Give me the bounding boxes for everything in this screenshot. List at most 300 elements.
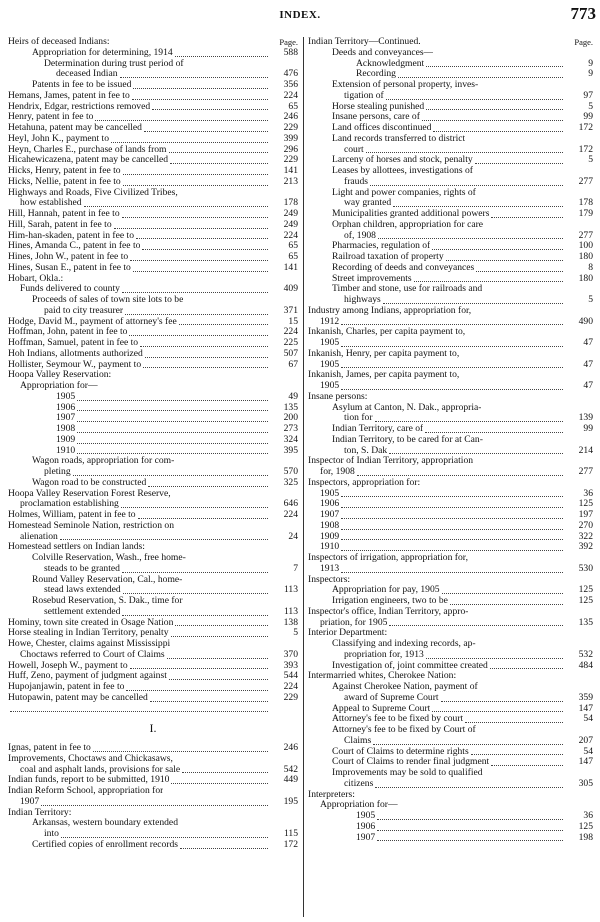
entry-text: Hicks, Nellie, patent in fee to — [8, 176, 121, 187]
entry-text: 1913 — [320, 563, 340, 574]
dot-leader — [446, 260, 563, 261]
entry-text: steads to be granted — [44, 563, 120, 574]
index-entry — [8, 542, 298, 553]
index-entry — [308, 704, 593, 715]
index-entry — [308, 747, 593, 758]
dot-leader — [475, 163, 563, 164]
index-entry — [8, 381, 298, 392]
index-entry — [308, 220, 593, 231]
index-entry — [308, 510, 593, 521]
dot-leader — [491, 765, 563, 766]
entry-page: 409 — [283, 283, 298, 295]
entry-text: 1908 — [56, 424, 76, 434]
entry-text: Colville Reservation, Wash., free home- — [32, 553, 186, 563]
entry-text: Hoffman, Samuel, patent in fee to — [8, 338, 139, 348]
entry-text: 1910 — [56, 445, 76, 456]
entry-text: Patents in fee to be issued — [32, 80, 132, 90]
dot-leader — [171, 636, 268, 637]
entry-text: Deeds and conveyances— — [332, 47, 434, 58]
entry-page: 115 — [283, 828, 298, 839]
entry-page: 125 — [578, 584, 593, 596]
entry-text: alienation — [20, 531, 58, 542]
entry-text: Inspector's office, Indian Territory, appro- — [308, 606, 469, 617]
entry-text: Intermarried whites, Cherokee Nation: — [308, 671, 457, 682]
entry-text: Improvements, Choctaws and Chickasaws, — [8, 753, 173, 764]
entry-text: Homestead settlers on Indian lands: — [8, 542, 145, 553]
entry-text: Extension of personal property, inves- — [332, 80, 479, 90]
entry-text: Rosebud Reservation, S. Dak., time for — [32, 596, 183, 606]
dot-leader — [140, 346, 268, 347]
entry-page: 100 — [578, 240, 593, 252]
index-entry — [308, 231, 593, 242]
entry-page: 138 — [283, 616, 298, 628]
index-entry — [308, 123, 593, 134]
entry-page: 24 — [288, 530, 298, 542]
index-entry — [308, 757, 593, 768]
entry-text: 1912 — [320, 316, 340, 327]
entry-text: Indian Reform School, appropriation for — [8, 786, 164, 796]
index-entry — [308, 542, 593, 553]
dot-leader — [73, 475, 268, 476]
entry-text: Inspector of Indian Territory, appropriation — [308, 456, 474, 467]
index-entry — [8, 392, 298, 403]
index-entry — [8, 639, 298, 650]
entry-text: 1905 — [320, 359, 340, 370]
index-entry — [8, 478, 298, 489]
index-entry — [308, 188, 593, 199]
entry-page: 249 — [283, 218, 298, 230]
entry-page: 113 — [283, 584, 298, 596]
entry-page: 135 — [283, 401, 298, 413]
entry-text: Recording — [356, 69, 396, 80]
index-entry — [308, 435, 593, 446]
entry-text: Wagon road to be constructed — [32, 477, 147, 488]
entry-text: Investigation of, joint committee created — [332, 660, 488, 671]
entry-text: I. — [149, 723, 157, 734]
entry-page: 180 — [578, 251, 593, 262]
entry-page: 249 — [283, 208, 298, 219]
entry-page: 197 — [578, 509, 593, 520]
index-entry — [8, 532, 298, 543]
entry-text: Heirs of deceased Indians: — [8, 37, 110, 47]
entry-page: 371 — [283, 304, 298, 316]
entry-text: Him-han-skaden, patent in fee to — [8, 230, 135, 241]
entry-page: 392 — [578, 541, 593, 553]
entry-text: Appropriation for— — [20, 381, 98, 391]
entry-page: 172 — [578, 122, 593, 133]
entry-text: Industry among Indians, appropriation for, — [308, 305, 472, 316]
dot-leader — [77, 400, 268, 401]
entry-text: Hobart, Okla.: — [8, 273, 64, 284]
index-entry — [308, 155, 593, 166]
index-entry — [8, 252, 298, 263]
entry-text: Hollister, Seymour W., payment to — [8, 359, 142, 370]
entry-page: 99 — [583, 111, 593, 123]
entry-text: way granted — [344, 198, 392, 209]
entry-page: 277 — [578, 229, 593, 241]
entry-text: propriation for, 1913 — [344, 649, 424, 660]
index-entry — [308, 37, 593, 48]
entry-text: citizens — [344, 778, 374, 789]
entry-text: tigation of — [344, 90, 384, 101]
dot-leader — [169, 152, 268, 153]
index-entry — [308, 134, 593, 145]
index-entry — [8, 91, 298, 102]
entry-page: 324 — [283, 433, 298, 445]
entry-page: 49 — [288, 390, 298, 402]
entry-text: ton, S. Dak — [344, 445, 388, 456]
index-entry — [308, 790, 593, 801]
entry-text: 1906 — [320, 499, 340, 510]
entry-text: Hendrix, Edgar, restrictions removed — [8, 101, 151, 112]
entry-page: 147 — [578, 756, 593, 768]
index-entry — [8, 413, 298, 424]
entry-text: Asylum at Canton, N. Dak., appropria- — [332, 402, 482, 413]
index-entry — [8, 198, 298, 209]
entry-page: 325 — [283, 476, 298, 488]
index-entry — [308, 349, 593, 360]
entry-page: 178 — [283, 197, 298, 209]
entry-page: 5 — [588, 154, 593, 166]
entry-page: 198 — [578, 831, 593, 843]
entry-page: 277 — [578, 466, 593, 477]
dot-leader — [432, 711, 563, 712]
entry-text: Indian Territory, care of — [332, 424, 424, 434]
dot-leader — [130, 260, 268, 261]
index-entry — [308, 360, 593, 371]
entry-page: 54 — [583, 713, 593, 725]
dot-leader — [341, 346, 563, 347]
dot-leader — [122, 615, 268, 616]
index-entry — [308, 59, 593, 70]
index-entry — [8, 284, 298, 295]
entry-text: Horse stealing punished — [332, 101, 425, 112]
entry-text: Heyl, John K., payment to — [8, 133, 109, 144]
index-entry — [308, 499, 593, 510]
entry-text: 1905 — [56, 391, 76, 402]
index-entry — [8, 628, 298, 639]
index-entry — [8, 596, 298, 607]
index-entry — [308, 91, 593, 102]
entry-text: Appropriation for— — [320, 800, 398, 811]
dot-leader — [491, 217, 563, 218]
entry-page: 646 — [283, 498, 298, 510]
index-entry — [8, 797, 298, 808]
dot-leader — [389, 625, 563, 626]
index-entry — [8, 360, 298, 371]
entry-text: Funds delivered to county — [20, 284, 120, 295]
dot-leader — [341, 324, 563, 325]
entry-text: Huff, Zeno, payment of judgment against — [8, 671, 167, 682]
index-entry — [308, 424, 593, 435]
entry-text: Hodge, David M., payment of attorney's fee — [8, 316, 177, 327]
entry-text: Howe, Chester, claims against Mississippi — [8, 639, 171, 649]
index-entry — [8, 69, 298, 80]
entry-page: 125 — [578, 595, 593, 606]
running-title: INDEX. — [279, 9, 321, 21]
entry-text: Proceeds of sales of town site lots to be — [32, 295, 184, 305]
index-entry — [308, 241, 593, 252]
entry-page: 9 — [588, 57, 593, 69]
page-number: 773 — [570, 4, 596, 23]
spacer — [8, 704, 298, 715]
entry-text: Round Valley Reservation, Cal., home- — [32, 574, 183, 585]
index-entry — [8, 564, 298, 575]
entry-text: Hoffman, John, patent in fee to — [8, 327, 128, 338]
index-entry — [308, 833, 593, 844]
entry-text: Claims — [344, 735, 372, 746]
entry-page: 530 — [578, 562, 593, 574]
index-entry — [308, 145, 593, 156]
entry-page: 9 — [588, 68, 593, 80]
dot-leader — [441, 701, 563, 702]
entry-page: 224 — [283, 509, 298, 520]
index-entry — [8, 155, 298, 166]
entry-text: Henry, patent in fee to — [8, 112, 94, 123]
index-entry — [8, 607, 298, 618]
entry-text: Indian Territory: — [8, 807, 72, 818]
entry-page: 476 — [283, 68, 298, 80]
index-entry — [308, 413, 593, 424]
index-entry — [308, 682, 593, 693]
index-entry — [8, 48, 298, 59]
entry-text: proclamation establishing — [20, 499, 119, 510]
dot-leader — [471, 754, 563, 755]
index-entry — [8, 585, 298, 596]
entry-page: 15 — [288, 315, 298, 327]
entry-text: coal and asphalt lands, provisions for sale — [20, 764, 181, 775]
entry-text: Light and power companies, rights of — [332, 187, 476, 198]
index-entry — [308, 446, 593, 457]
index-entry — [8, 671, 298, 682]
entry-text: Hemans, James, patent in fee to — [8, 90, 130, 101]
entry-text: Appropriation for determining, 1914 — [32, 47, 173, 58]
dot-leader — [125, 314, 268, 315]
dot-leader — [143, 367, 268, 368]
index-entry — [8, 818, 298, 829]
entry-text: Highways and Roads, Five Civilized Tribes, — [8, 187, 178, 198]
index-entry — [8, 829, 298, 840]
entry-text: Determination during trust period of — [44, 58, 184, 69]
index-entry — [8, 446, 298, 457]
entry-text: Arkansas, western boundary extended — [32, 818, 178, 829]
entry-page: 229 — [283, 691, 298, 703]
index-entry — [308, 607, 593, 618]
dot-leader — [61, 837, 268, 838]
dot-leader — [341, 367, 563, 368]
dot-leader — [465, 722, 563, 723]
entry-text: Hill, Hannah, patent in fee to — [8, 209, 120, 219]
dot-leader — [377, 819, 563, 820]
index-entry — [308, 693, 593, 704]
index-entry — [8, 456, 298, 467]
entry-text: Hoopa Valley Reservation Forest Reserve, — [8, 488, 171, 499]
index-entry — [308, 112, 593, 123]
index-entry — [8, 220, 298, 231]
entry-page: 395 — [283, 444, 298, 456]
entry-text: Holmes, William, patent in fee to — [8, 510, 136, 520]
dot-leader — [77, 443, 268, 444]
index-entry — [8, 112, 298, 123]
dot-leader — [136, 238, 268, 239]
entry-page: 544 — [283, 670, 298, 682]
entry-text: frauds — [344, 176, 368, 187]
entry-text: 1905 — [320, 338, 340, 348]
dot-leader — [426, 66, 563, 67]
index-entry — [8, 145, 298, 156]
entry-text: into — [44, 829, 59, 839]
dot-leader — [386, 99, 563, 100]
index-entry — [8, 489, 298, 500]
dot-leader — [77, 453, 268, 454]
index-entry — [308, 725, 593, 736]
index-entry — [8, 263, 298, 274]
entry-text: 1907 — [320, 510, 340, 520]
index-entry — [308, 521, 593, 532]
index-entry — [8, 177, 298, 188]
index-entry — [8, 241, 298, 252]
entry-page: 229 — [283, 122, 298, 133]
entry-page: 125 — [578, 820, 593, 832]
dot-leader — [422, 120, 563, 121]
index-entry — [8, 123, 298, 134]
entry-page: 570 — [283, 466, 298, 477]
entry-page: Page. — [574, 37, 593, 47]
entry-text: 1906 — [356, 821, 376, 832]
index-entry — [308, 317, 593, 328]
index-entry — [308, 338, 593, 349]
entry-text: 1905 — [320, 381, 340, 391]
index-entry — [8, 37, 298, 48]
dot-leader — [426, 658, 563, 659]
entry-page: 200 — [283, 412, 298, 424]
dot-leader — [398, 77, 563, 78]
dot-leader — [180, 848, 268, 849]
entry-text: Certified copies of enrollment records — [32, 839, 178, 850]
entry-text: 1908 — [320, 520, 340, 531]
index-entry — [308, 618, 593, 629]
entry-text: Hupojanjawin, patent in fee to — [8, 682, 125, 692]
entry-page: 67 — [288, 358, 298, 370]
entry-text: Acknowledgment — [356, 58, 425, 69]
index-column-left — [8, 37, 298, 851]
dot-leader — [171, 783, 268, 784]
entry-text: Attorney's fee to be fixed by court — [332, 714, 464, 725]
entry-text: paid to city treasurer — [44, 305, 124, 316]
entry-text: Interpreters: — [308, 789, 355, 800]
entry-text: Attorney's fee to be fixed by Court of — [332, 725, 476, 735]
dot-leader — [366, 152, 563, 153]
index-entry — [8, 424, 298, 435]
entry-page: 322 — [578, 530, 593, 542]
dot-leader — [341, 539, 563, 540]
index-entry — [8, 786, 298, 797]
entry-text: Horse stealing in Indian Territory, penalty — [8, 628, 169, 639]
dot-leader — [41, 805, 268, 806]
dot-leader — [377, 840, 563, 841]
entry-page: 113 — [283, 605, 298, 617]
dot-leader — [150, 701, 268, 702]
entry-text: Wagon roads, appropriation for com- — [32, 456, 175, 467]
entry-text: Court of Claims to render final judgment — [332, 757, 490, 768]
dot-leader — [433, 131, 563, 132]
index-entry — [8, 102, 298, 113]
index-entry — [8, 521, 298, 532]
index-entry — [308, 768, 593, 779]
index-entry — [8, 682, 298, 693]
entry-text: Recording of deeds and conveyances — [332, 262, 475, 273]
entry-page: 7 — [293, 562, 298, 574]
dot-leader — [341, 518, 563, 519]
index-entry — [308, 639, 593, 650]
entry-text: Against Cherokee Nation, payment of — [332, 682, 478, 692]
entry-page: 370 — [283, 648, 298, 660]
index-entry — [8, 754, 298, 765]
index-entry — [8, 510, 298, 521]
entry-text: Orphan children, appropriation for care — [332, 219, 484, 230]
entry-text: for, 1908 — [320, 467, 355, 477]
index-entry — [308, 628, 593, 639]
index-entry — [8, 338, 298, 349]
index-entry — [308, 327, 593, 338]
entry-page: 8 — [588, 261, 593, 273]
index-entry — [308, 564, 593, 575]
index-entry — [8, 231, 298, 242]
index-entry — [308, 306, 593, 317]
index-entry — [8, 661, 298, 672]
entry-text: highways — [344, 295, 381, 305]
dot-leader — [133, 88, 268, 89]
dot-leader — [60, 539, 268, 540]
entry-page: 139 — [578, 412, 593, 424]
index-entry — [308, 80, 593, 91]
index-entry — [8, 166, 298, 177]
entry-page: Page. — [279, 37, 298, 47]
dot-leader — [120, 77, 268, 78]
index-entry — [8, 349, 298, 360]
dot-leader — [426, 109, 563, 110]
index-entry — [308, 381, 593, 392]
index-entry — [308, 392, 593, 403]
entry-text: Improvements may be sold to qualified — [332, 768, 483, 778]
dot-leader — [383, 303, 563, 304]
index-entry — [8, 134, 298, 145]
entry-text: 1910 — [320, 542, 340, 553]
entry-page: 229 — [283, 154, 298, 166]
page-header — [0, 2, 600, 30]
dot-leader — [126, 690, 268, 691]
dot-leader — [132, 99, 268, 100]
dot-leader — [77, 410, 268, 411]
index-entry — [8, 317, 298, 328]
entry-text: Choctaws referred to Court of Claims — [20, 649, 165, 660]
index-entry — [8, 775, 298, 786]
index-entry — [8, 370, 298, 381]
entry-text: Municipalities granted additional powers — [332, 209, 490, 219]
dot-leader — [122, 217, 268, 218]
entry-page: 207 — [578, 734, 593, 746]
entry-text: 1907 — [20, 796, 40, 807]
dot-leader — [130, 668, 268, 669]
index-column-right — [308, 37, 593, 843]
dot-leader — [122, 292, 268, 293]
dot-leader — [425, 432, 563, 433]
dot-leader — [77, 421, 268, 422]
index-entry — [308, 102, 593, 113]
entry-text: Court of Claims to determine rights — [332, 746, 469, 757]
dot-leader — [393, 206, 563, 207]
index-entry — [308, 779, 593, 790]
